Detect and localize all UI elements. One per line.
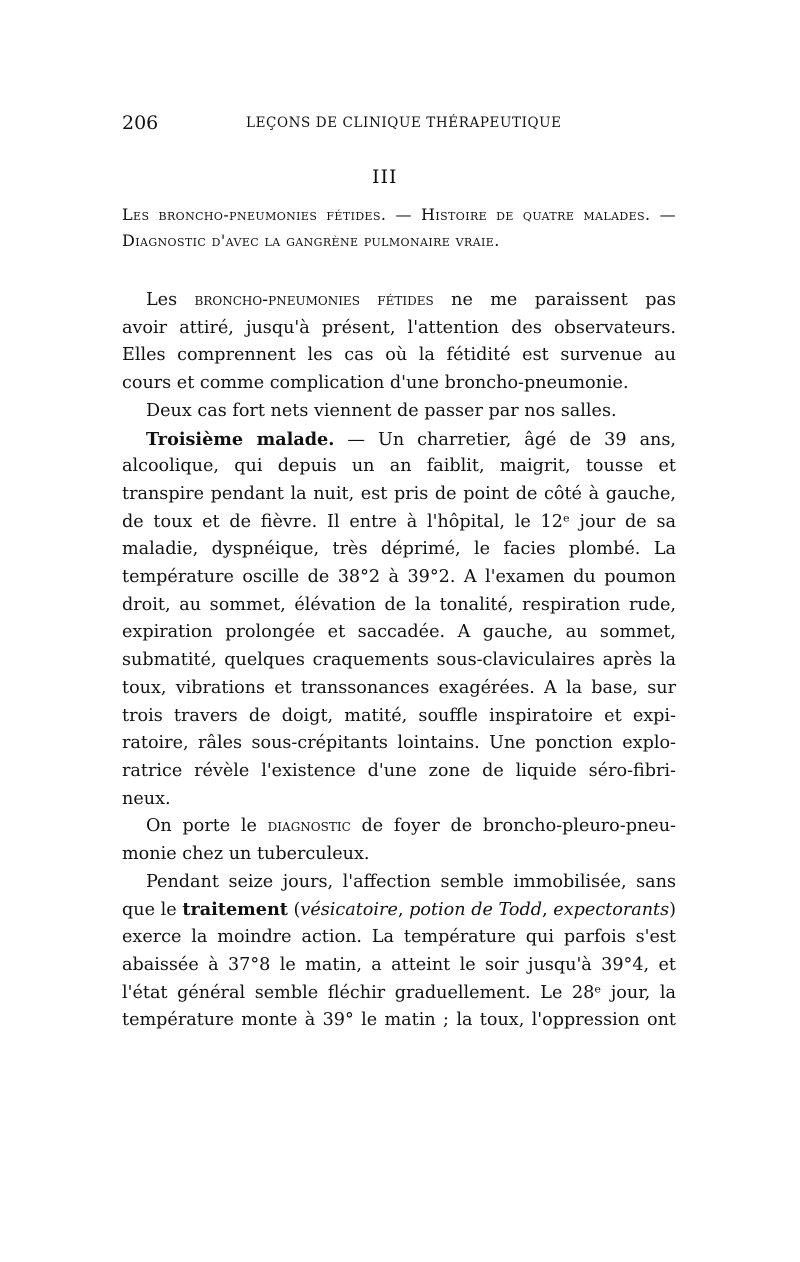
text-segment: potion de Todd xyxy=(409,900,543,921)
text-line xyxy=(146,401,676,421)
text-segment: Elles comprennent les cas où la fétidité est survenue au xyxy=(122,345,676,366)
text-segment: ratoire, râles sous-crépitants lointains. Une ponction explo- xyxy=(122,733,676,754)
text-segment: traitement xyxy=(182,899,288,921)
text-line xyxy=(122,678,676,698)
text-segment: Troisième malade. xyxy=(146,428,335,450)
text-segment: maladie, dyspnéique, très déprimé, le facies plombé. La xyxy=(122,539,676,560)
book-page xyxy=(122,112,677,1031)
text-segment: de toux et de fièvre. Il entre à l'hôpital, le 12ᵉ jour de sa xyxy=(122,511,676,532)
text-line xyxy=(146,816,676,836)
text-line xyxy=(122,761,676,781)
text-segment: On porte le xyxy=(146,816,268,837)
text-segment: ratrice révèle l'existence d'une zone de liquide séro-fibri- xyxy=(122,760,676,781)
text-line xyxy=(122,512,676,532)
text-line xyxy=(122,983,676,1003)
text-line xyxy=(122,567,676,587)
text-line xyxy=(146,872,676,892)
text-segment: broncho-pneumonies fétides xyxy=(194,290,434,310)
text-line xyxy=(122,318,676,338)
text-segment: toux, vibrations et transsonances exagérées. A la base, sur xyxy=(122,677,676,698)
text-segment: diagnostic xyxy=(267,816,351,837)
text-line xyxy=(122,650,676,670)
text-segment: de foyer de broncho-pleuro-pneu- xyxy=(350,816,677,837)
text-segment: droit, au sommet, élévation de la tonalité, respiration rude, xyxy=(122,594,676,615)
text-segment: cours et comme complication d'une broncho-pneumonie. xyxy=(122,373,629,394)
text-line xyxy=(122,789,676,809)
text-segment: abaissée à 37°8 le matin, a atteint le soir jusqu'à 39°4, et xyxy=(122,954,676,975)
text-line xyxy=(122,1010,676,1030)
text-line xyxy=(122,456,676,476)
text-segment: monie chez un tuberculeux. xyxy=(122,844,370,864)
page-number: 206 xyxy=(122,112,159,134)
text-line xyxy=(122,955,676,975)
running-title: LEÇONS DE CLINIQUE THÉRAPEUTIQUE xyxy=(246,115,562,131)
text-segment: avoir attiré, jusqu'à présent, l'attention des observateurs. xyxy=(122,317,676,338)
text-segment: , xyxy=(397,900,410,921)
text-segment: Pendant seize jours, l'affection semble immobilisée, sans xyxy=(146,871,676,892)
text-segment: que le xyxy=(122,900,183,921)
text-segment: alcoolique, qui depuis un an faiblit, maigrit, tousse et xyxy=(122,456,676,477)
text-segment: expiration prolongée et saccadée. A gauche, au sommet, xyxy=(122,622,676,643)
text-line xyxy=(122,927,676,947)
text-segment: neux. xyxy=(122,788,171,809)
text-segment: température oscille de 38°2 à 39°2. A l'examen du poumon xyxy=(122,567,676,587)
text-segment: expectorants xyxy=(553,900,670,921)
text-segment: — Un charretier, âgé de 39 ans, xyxy=(334,429,677,450)
text-line xyxy=(122,345,676,365)
text-segment: submatité, quelques craquements sous-claviculaires après la xyxy=(122,650,676,671)
text-segment: vésicatoire xyxy=(300,900,398,921)
running-header xyxy=(122,112,676,136)
text-line xyxy=(122,899,676,920)
text-line xyxy=(122,539,676,559)
text-line xyxy=(122,733,676,753)
text-segment: transpire pendant la nuit, est pris de point de côté à gauche, xyxy=(122,483,676,504)
text-segment: ) xyxy=(669,900,677,921)
text-line xyxy=(122,595,676,615)
text-line xyxy=(122,706,676,726)
text-segment: Deux cas fort nets viennent de passer par nos salles. xyxy=(146,400,617,421)
text-line xyxy=(122,622,676,642)
text-line xyxy=(146,290,676,310)
text-segment: Les xyxy=(146,290,195,310)
text-segment: ne me paraissent pas xyxy=(433,290,676,310)
text-segment: , xyxy=(542,900,554,921)
text-segment: exerce la moindre action. La température qui parfois s'est xyxy=(122,927,676,948)
text-segment: trois travers de doigt, matité, souffle inspiratoire et expi- xyxy=(122,705,676,726)
text-line xyxy=(122,844,676,864)
text-line xyxy=(146,429,676,450)
section-heading-text: Les broncho-pneumonies fétides. — Histoire de quatre malades. — Diagnostic d'avec la gangrène pulmonaire vraie. xyxy=(122,205,676,250)
text-segment: température monte à 39° le matin ; la toux, l'oppression ont xyxy=(122,1010,676,1031)
section-heading xyxy=(122,202,676,254)
text-line xyxy=(122,373,676,393)
text-segment: ( xyxy=(287,900,301,921)
text-segment: l'état général semble fléchir graduellement. Le 28ᵉ jour, la xyxy=(122,982,676,1003)
text-line xyxy=(122,484,676,504)
section-numeral: III xyxy=(372,166,398,188)
